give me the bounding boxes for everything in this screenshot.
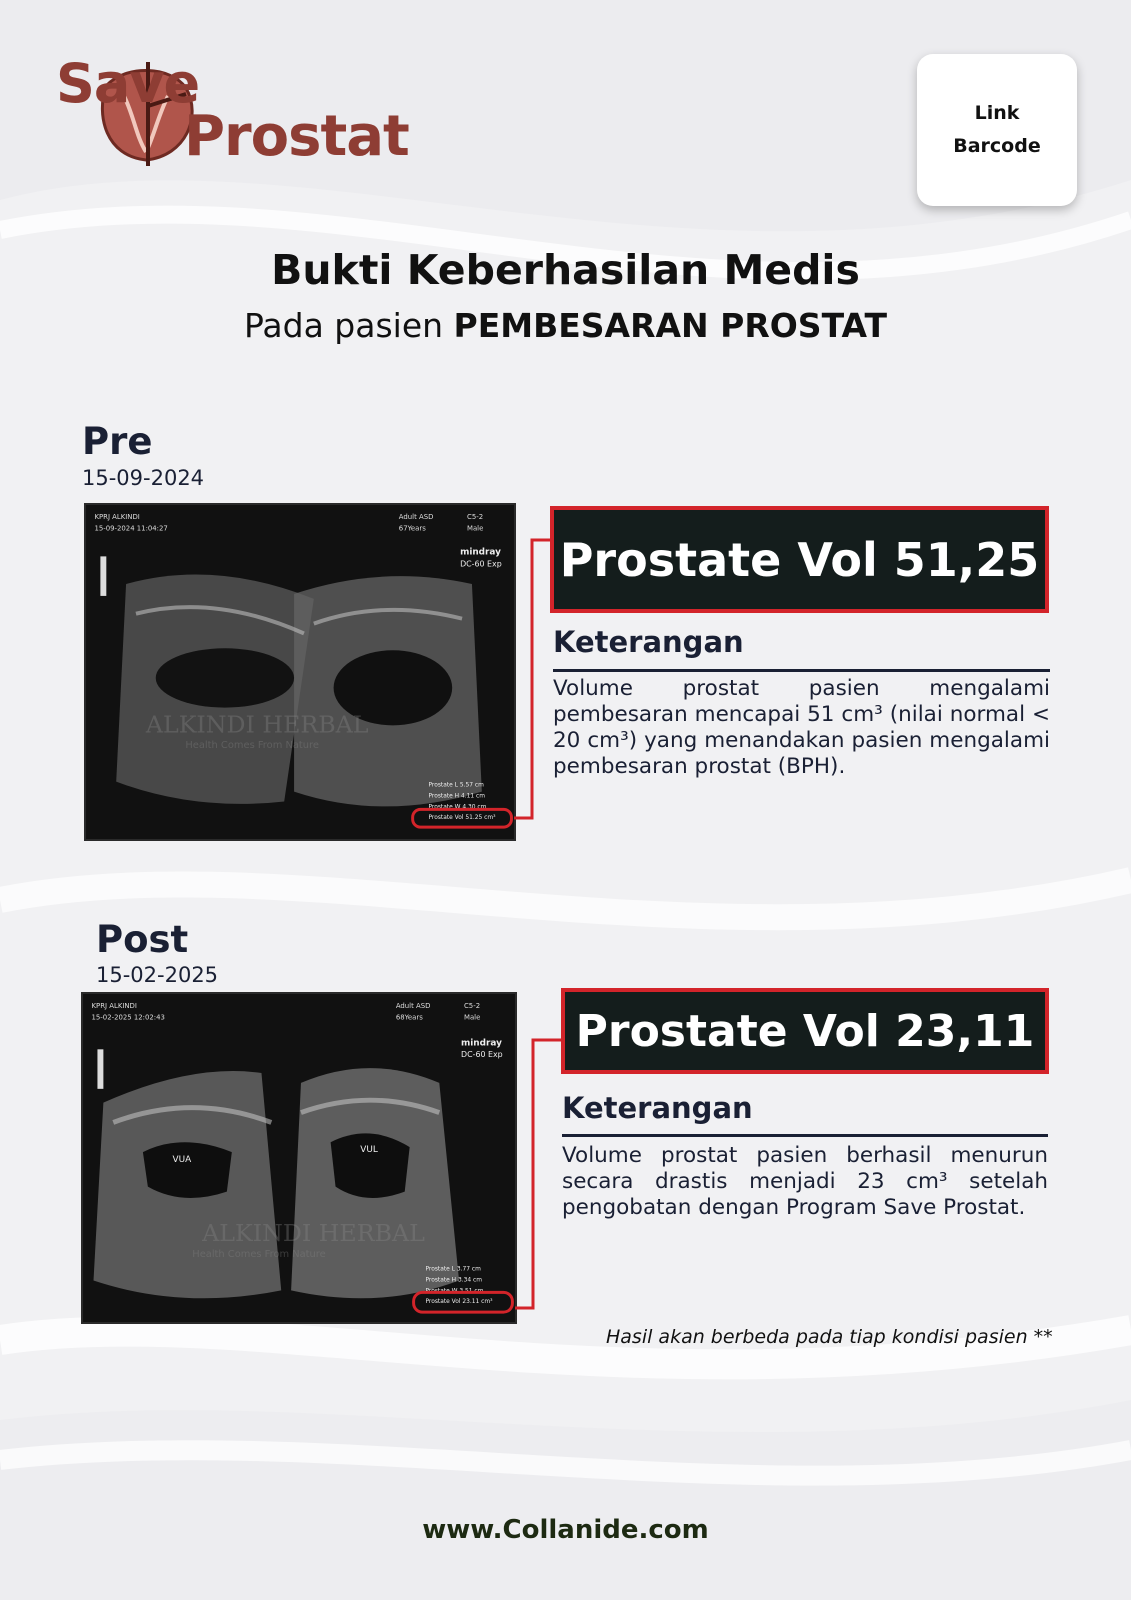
pre-date: 15-09-2024	[82, 466, 205, 490]
pre-scan-watermark-sub: Health Comes From Nature	[185, 740, 319, 752]
post-scan-device: mindray	[461, 1038, 502, 1049]
post-scan-watermark-sub: Health Comes From Nature	[192, 1248, 326, 1260]
pre-scan-header-right: C5-2	[466, 512, 484, 521]
logo-text-prostat: Prostat	[184, 104, 409, 169]
barcode-card-line2: Barcode	[953, 135, 1041, 157]
post-ultrasound-image	[81, 992, 517, 1324]
pre-scan-device2: DC-60 Exp	[460, 559, 502, 569]
disclaimer-text: Hasil akan berbeda pada tiap kondisi pasien **	[606, 1326, 1053, 1348]
pre-scan-device: mindray	[460, 547, 501, 558]
pre-scan-measure-3: Prostate W 4.30 cm	[428, 804, 487, 811]
pre-connector-line	[514, 530, 554, 830]
save-prostat-logo	[56, 52, 409, 172]
pre-keterangan-text: Volume prostat pasien mengalami pembesaran mencapai 51 cm³ (nilai normal < 20 cm³) yang menandakan pasien mengalami pembesaran prostat (BPH).	[553, 676, 1050, 779]
post-scan-watermark: ALKINDI HERBAL	[202, 1218, 425, 1247]
pre-keterangan-divider	[553, 669, 1050, 672]
post-scan-measure-4: Prostate Vol 23.11 cm³	[425, 1299, 493, 1306]
post-keterangan-text: Volume prostat pasien berhasil menurun secara drastis menjadi 23 cm³ setelah pengobatan dengan Program Save Prostat.	[562, 1143, 1048, 1220]
pre-scan-header-date: 15-09-2024 11:04:27	[94, 524, 168, 533]
pre-ultrasound-image	[84, 503, 516, 841]
post-keterangan-title: Keterangan	[562, 1091, 753, 1125]
link-barcode-card[interactable]	[917, 54, 1077, 206]
page-title: Bukti Keberhasilan Medis	[271, 246, 860, 294]
pre-scan-header-right2: Male	[466, 524, 484, 533]
pre-scan-measure-2: Prostate H 4.11 cm	[428, 793, 486, 800]
pre-scan-measure-1: Prostate L 5.57 cm	[428, 782, 484, 789]
barcode-card-line1: Link	[974, 102, 1020, 124]
pre-scan-header-mid2: 67Years	[398, 524, 426, 533]
page-subtitle	[0, 306, 1131, 345]
post-scan-label-vua: VUA	[172, 1154, 192, 1165]
pre-label: Pre	[82, 420, 153, 463]
pre-scan-measure-4: Prostate Vol 51.25 cm³	[428, 815, 496, 822]
post-scan-device2: DC-60 Exp	[461, 1050, 503, 1060]
post-scan-header-right: C5-2	[463, 1001, 481, 1010]
post-scan-header-right2: Male	[463, 1013, 481, 1022]
pre-scan-header-left: KPRJ ALKINDI	[94, 512, 140, 521]
post-scan-measure-3: Prostate W 3.51 cm	[425, 1288, 484, 1295]
post-scan-measure-2: Prostate H 3.34 cm	[425, 1277, 483, 1284]
post-scan-measure-1: Prostate L 3.77 cm	[425, 1266, 481, 1273]
pre-scan-header-mid: Adult ASD	[398, 512, 434, 521]
post-scan-header-mid2: 68Years	[395, 1013, 423, 1022]
pre-volume-box: Prostate Vol 51,25	[550, 506, 1049, 613]
website-link[interactable]: www.Collanide.com	[422, 1515, 709, 1545]
logo-text-save: Save	[56, 52, 200, 115]
pre-ultrasound-graphic	[86, 505, 514, 839]
post-ultrasound-graphic	[83, 994, 515, 1322]
pre-scan-watermark: ALKINDI HERBAL	[145, 710, 369, 739]
post-scan-header-left: KPRJ ALKINDI	[91, 1001, 137, 1010]
post-scan-header-date: 15-02-2025 12:02:43	[91, 1013, 165, 1022]
post-label: Post	[96, 918, 189, 961]
subtitle-bold: PEMBESARAN PROSTAT	[453, 306, 888, 345]
post-scan-label-vul: VUL	[360, 1145, 378, 1156]
post-connector-line	[515, 1030, 565, 1320]
subtitle-prefix: Pada pasien	[243, 306, 454, 345]
pre-keterangan-title: Keterangan	[553, 625, 744, 659]
post-keterangan-divider	[562, 1134, 1048, 1137]
post-volume-box: Prostate Vol 23,11	[561, 988, 1049, 1074]
post-date: 15-02-2025	[96, 963, 219, 987]
post-scan-header-mid: Adult ASD	[395, 1001, 431, 1010]
